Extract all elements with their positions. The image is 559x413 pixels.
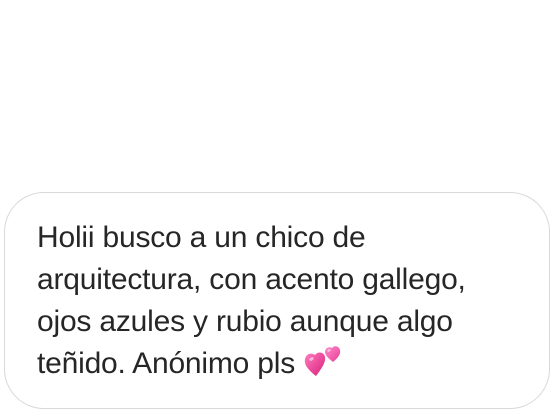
message-line-4-text: teñido. Anónimo pls	[37, 347, 296, 380]
message-text	[37, 217, 529, 385]
message-bubble	[4, 192, 550, 409]
message-line-3: ojos azules y rubio aunque algo	[37, 305, 453, 338]
message-line-2: arquitectura, con acento gallego,	[37, 263, 466, 296]
message-line-4	[37, 343, 529, 385]
two-hearts-icon	[303, 345, 343, 379]
message-line-1: Holii busco a un chico de	[37, 221, 366, 254]
